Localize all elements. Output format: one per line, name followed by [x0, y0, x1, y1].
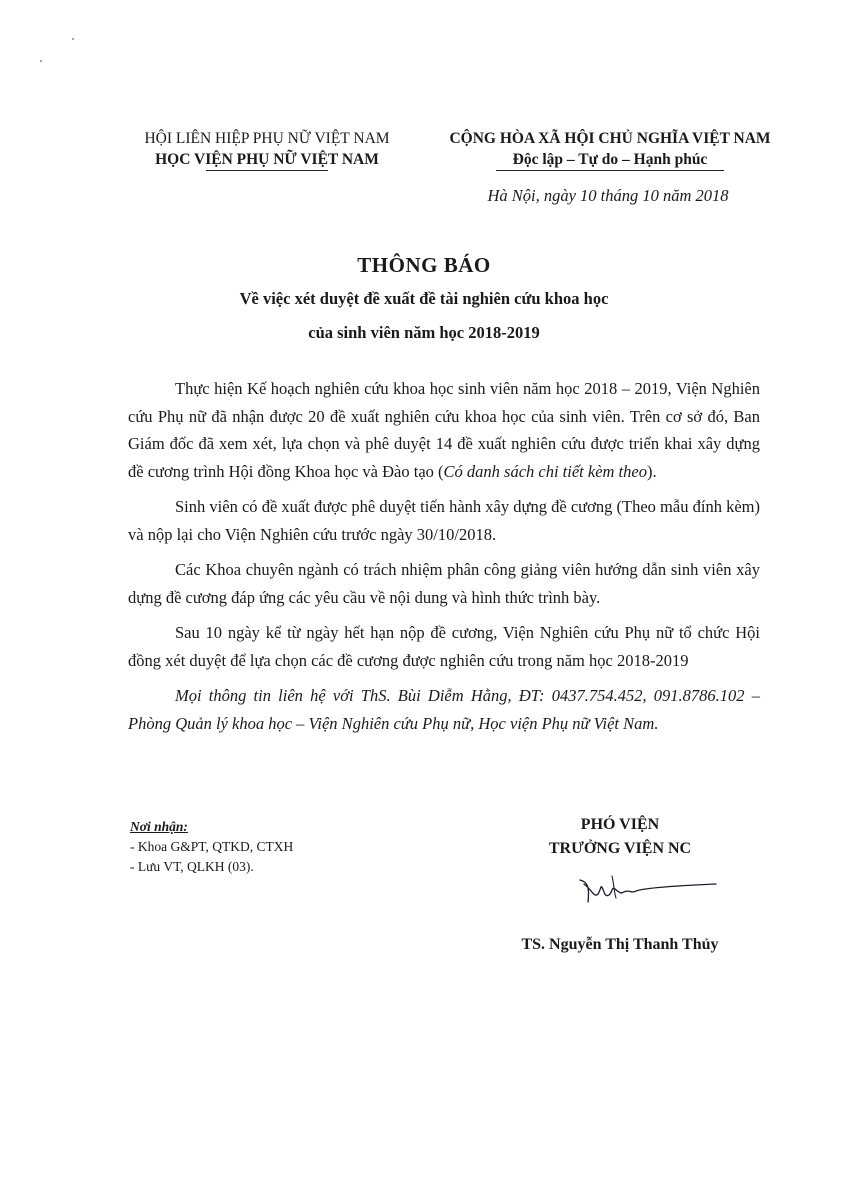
header-divider: [206, 170, 328, 171]
paragraph-2: Sinh viên có đề xuất được phê duyệt tiến hành xây dựng đề cương (Theo mẫu đính kèm) và nộp lại cho Viện Nghiên cứu trước ngày 30/10/2018.: [128, 497, 760, 544]
nation-title: CỘNG HÒA XÃ HỘI CHỦ NGHĨA VIỆT NAM: [449, 130, 771, 147]
document-subject-line1: Về việc xét duyệt đề xuất đề tài nghiên cứu khoa học: [239, 289, 609, 308]
recipient-item: - Lưu VT, QLKH (03).: [130, 859, 254, 874]
paragraph-contact: Mọi thông tin liên hệ với ThS. Bùi Diễm Hằng, ĐT: 0437.754.452, 091.8786.102 – Phòng Quản lý khoa học – Viện Nghiên cứu Phụ nữ, Học viện Phụ nữ Việt Nam.: [128, 686, 760, 733]
paragraph-1-text: Thực hiện Kế hoạch nghiên cứu khoa học sinh viên năm học 2018 – 2019, Viện Nghiên cứu Phụ nữ đã nhận được 20 đề xuất nghiên cứu khoa học của sinh viên. Trên cơ sở đó, Ban Giám đốc đã xem xét, lựa chọn và phê duyệt 14 đề xuất nghiên cứu được triển khai xây dựng đề cương trình Hội đồng Khoa học và Đào tạo (: [128, 379, 760, 481]
paragraph-1-end: ).: [646, 461, 657, 481]
national-motto: Độc lập – Tự do – Hạnh phúc: [512, 151, 708, 168]
motto-divider: [496, 170, 724, 171]
document-subject-line2: của sinh viên năm học 2018-2019: [308, 323, 540, 342]
recipient-item: - Khoa G&PT, QTKD, CTXH: [130, 839, 294, 854]
paragraph-4: Sau 10 ngày kể từ ngày hết hạn nộp đề cương, Viện Nghiên cứu Phụ nữ tổ chức Hội đồng xét duyệt để lựa chọn các đề cương được nghiên cứu trong năm học 2018-2019: [128, 623, 760, 670]
recipients-block: [130, 817, 430, 877]
signatory-title: [470, 813, 770, 861]
org-name: HỌC VIỆN PHỤ NỮ VIỆT NAM: [155, 151, 379, 168]
paragraph-1-italic: Có danh sách chi tiết kèm theo: [443, 461, 647, 481]
recipients-label: Nơi nhận:: [130, 819, 188, 834]
signer-name: TS. Nguyễn Thị Thanh Thủy: [521, 936, 719, 953]
paragraph-3: Các Khoa chuyên ngành có trách nhiệm phân công giảng viên hướng dẫn sinh viên xây dựng đề cương đáp ứng các yêu cầu về nội dung và hình thức trình bày.: [128, 560, 760, 607]
paragraph-1: [128, 375, 760, 485]
place-date: Hà Nội, ngày 10 tháng 10 năm 2018: [487, 186, 729, 205]
signatory-role-2: TRƯỞNG VIỆN NC: [548, 840, 692, 857]
signatory-role-1: PHÓ VIỆN: [580, 816, 660, 833]
handwritten-signature-icon: [540, 862, 740, 922]
org-parent: HỘI LIÊN HIỆP PHỤ NỮ VIỆT NAM: [144, 130, 390, 147]
organization-header: [112, 128, 422, 171]
national-header: [430, 128, 790, 171]
document-body: [128, 375, 760, 745]
scan-speck: [72, 38, 74, 40]
scan-speck: [40, 60, 42, 62]
document-title: THÔNG BÁO: [357, 253, 491, 277]
